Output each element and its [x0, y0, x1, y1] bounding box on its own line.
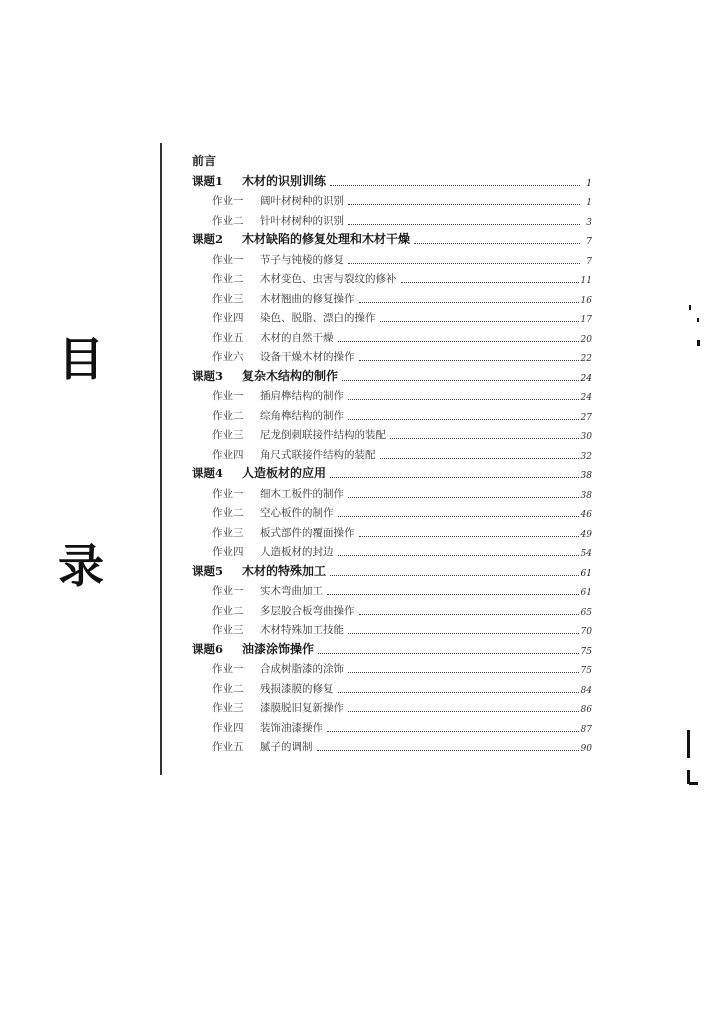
page-number: 1: [586, 198, 592, 208]
task-title: 细木工板件的制作: [260, 487, 344, 500]
dot-leader: [359, 359, 579, 361]
task-title: 综角榫结构的制作: [260, 409, 344, 422]
dot-leader: [359, 301, 579, 303]
task-title: 木材的自然干燥: [260, 331, 334, 344]
task-number: 作业一: [212, 253, 244, 266]
task-title: 合成树脂漆的涂饰: [260, 663, 344, 675]
task-number: 作业四: [212, 721, 244, 734]
page-number: 75: [580, 646, 592, 657]
margin-rule: [160, 143, 162, 775]
dot-leader: [348, 418, 579, 420]
page-number: 65: [580, 607, 592, 618]
page-number: 87: [580, 724, 592, 735]
page-number: 61: [580, 568, 592, 579]
dot-leader: [330, 574, 579, 576]
task-title: 装饰油漆操作: [260, 721, 323, 734]
topic-title: 木材的特殊加工: [242, 563, 327, 578]
topic-number: 课题4: [192, 466, 224, 480]
task-number: 作业六: [212, 351, 244, 363]
scan-speck: [689, 305, 691, 310]
task-entry[interactable]: [192, 267, 592, 287]
dot-leader: [348, 671, 579, 673]
page-number: 84: [580, 685, 592, 696]
side-title-char-1: 目: [58, 332, 104, 386]
task-title: 阔叶材树种的识别: [260, 195, 344, 207]
task-number: 作业一: [212, 390, 244, 402]
task-title: 插肩榫结构的制作: [260, 390, 344, 402]
topic-number: 课题1: [192, 173, 224, 188]
preface-entry[interactable]: [192, 147, 592, 169]
dot-leader: [330, 184, 580, 186]
task-title: 针叶材树种的识别: [260, 214, 344, 227]
task-number: 作业一: [212, 195, 244, 207]
task-title: 实木弯曲加工: [260, 585, 323, 597]
task-entry[interactable]: [192, 306, 592, 326]
topic-title: 木材缺陷的修复处理和木材干燥: [242, 232, 411, 246]
task-number: 作业一: [212, 663, 244, 675]
page-number: 46: [580, 510, 592, 520]
task-number: 作业三: [212, 702, 244, 714]
task-entry[interactable]: [192, 696, 592, 716]
task-number: 作业三: [212, 526, 244, 539]
task-title: 木材特殊加工技能: [260, 624, 344, 636]
task-number: 作业四: [212, 448, 244, 461]
task-number: 作业五: [212, 331, 244, 344]
page-number: 38: [580, 490, 592, 501]
task-entry[interactable]: [192, 403, 592, 423]
topic-title: 油漆涂饰操作: [242, 641, 315, 656]
task-title: 板式部件的覆面操作: [260, 526, 355, 539]
page-number: 7: [586, 256, 592, 267]
task-entry[interactable]: [192, 345, 592, 365]
task-entry[interactable]: [192, 735, 592, 755]
task-entry[interactable]: [192, 286, 592, 306]
task-entry[interactable]: [192, 501, 592, 521]
scan-speck: [697, 318, 699, 322]
task-number: 作业三: [212, 292, 244, 305]
topic-entry[interactable]: [192, 169, 592, 189]
task-entry[interactable]: [192, 657, 592, 677]
page-number: 22: [580, 354, 592, 364]
topic-number: 课题2: [192, 232, 224, 246]
task-number: 作业五: [212, 741, 244, 753]
task-number: 作业二: [212, 273, 244, 285]
dot-leader: [338, 340, 579, 342]
task-number: 作业二: [212, 604, 244, 617]
task-title: 木材变色、虫害与裂纹的修补: [260, 273, 397, 285]
task-entry[interactable]: [192, 579, 592, 599]
page-number: 24: [580, 393, 592, 403]
task-number: 作业一: [212, 585, 244, 597]
dot-leader: [348, 398, 579, 400]
dot-leader: [330, 476, 579, 478]
dot-leader: [414, 242, 580, 244]
dot-leader: [380, 457, 579, 459]
task-entry[interactable]: [192, 618, 592, 638]
topic-title: 人造板材的应用: [242, 466, 327, 480]
dot-leader: [348, 203, 580, 205]
page-number: 38: [580, 471, 592, 481]
task-entry[interactable]: [192, 208, 592, 228]
dot-leader: [348, 632, 579, 634]
page-number: 30: [580, 432, 592, 442]
topic-entry[interactable]: [192, 559, 592, 579]
task-entry[interactable]: [192, 481, 592, 501]
task-title: 人造板材的封边: [260, 546, 334, 558]
topic-number: 课题3: [192, 368, 224, 383]
topic-title: 复杂木结构的制作: [242, 368, 339, 383]
task-title: 残损漆膜的修复: [260, 682, 334, 695]
dot-leader: [348, 223, 580, 225]
page-number: 70: [580, 627, 592, 637]
page-number: 1: [586, 178, 592, 189]
task-title: 角尺式联接件结构的装配: [260, 448, 376, 461]
task-entry[interactable]: [192, 325, 592, 345]
task-title: 节子与钝棱的修复: [260, 253, 344, 266]
dot-leader: [359, 613, 579, 615]
task-entry[interactable]: [192, 442, 592, 462]
task-entry[interactable]: [192, 384, 592, 404]
page-number: 3: [586, 217, 592, 228]
task-number: 作业三: [212, 624, 244, 636]
page-number: 32: [580, 451, 592, 462]
page-number: 24: [580, 373, 592, 384]
page-number: 86: [580, 705, 592, 715]
task-title: 空心板件的制作: [260, 507, 334, 519]
dot-leader: [327, 730, 579, 732]
task-number: 作业一: [212, 487, 244, 500]
task-title: 腻子的调制: [260, 741, 313, 753]
dot-leader: [359, 535, 579, 537]
task-title: 漆膜脱旧复新操作: [260, 702, 344, 714]
table-of-contents: [192, 147, 592, 754]
dot-leader: [317, 749, 579, 751]
task-number: 作业二: [212, 682, 244, 695]
dot-leader: [380, 320, 579, 322]
topic-entry[interactable]: [192, 228, 592, 248]
dot-leader: [401, 281, 579, 283]
page-number: 75: [580, 666, 592, 676]
scan-speck: [689, 782, 698, 785]
dot-leader: [342, 379, 579, 381]
task-number: 作业四: [212, 546, 244, 558]
task-entry[interactable]: [192, 598, 592, 618]
task-number: 作业二: [212, 409, 244, 422]
side-title-char-2: 录: [58, 539, 104, 593]
task-number: 作业四: [212, 312, 244, 324]
topic-entry[interactable]: [192, 637, 592, 657]
dot-leader: [338, 554, 579, 556]
scan-speck: [697, 340, 700, 346]
task-entry[interactable]: [192, 423, 592, 443]
page-number: 20: [580, 334, 592, 345]
task-entry[interactable]: [192, 520, 592, 540]
task-title: 多层胶合板弯曲操作: [260, 604, 355, 617]
dot-leader: [327, 593, 579, 595]
task-entry[interactable]: [192, 189, 592, 209]
task-number: 作业三: [212, 429, 244, 441]
task-number: 作业二: [212, 214, 244, 227]
topic-title: 木材的识别训练: [242, 173, 327, 188]
page-number: 17: [580, 315, 592, 325]
dot-leader: [338, 515, 579, 517]
topic-number: 课题6: [192, 641, 224, 656]
dot-leader: [318, 652, 579, 654]
page-number: 11: [580, 276, 592, 286]
page-number: 16: [580, 295, 592, 306]
topic-entry[interactable]: [192, 462, 592, 482]
task-entry[interactable]: [192, 715, 592, 735]
page-number: 27: [580, 412, 592, 423]
task-title: 设备干燥木材的操作: [260, 351, 355, 363]
task-entry[interactable]: [192, 540, 592, 560]
task-title: 尼龙倒刺联接件结构的装配: [260, 429, 386, 441]
page-number: 54: [580, 549, 592, 559]
dot-leader: [348, 262, 580, 264]
task-title: 木材翘曲的修复操作: [260, 292, 355, 305]
preface-label: 前言: [192, 154, 217, 168]
dot-leader: [348, 496, 579, 498]
scan-speck: [687, 730, 690, 758]
page-number: 90: [580, 744, 592, 754]
task-title: 染色、脱脂、漂白的操作: [260, 312, 376, 324]
page-number: 49: [580, 529, 592, 540]
page-number: 7: [586, 237, 592, 247]
topic-entry[interactable]: [192, 364, 592, 384]
dot-leader: [390, 437, 579, 439]
dot-leader: [338, 691, 579, 693]
task-entry[interactable]: [192, 676, 592, 696]
topic-number: 课题5: [192, 563, 224, 578]
task-entry[interactable]: [192, 247, 592, 267]
dot-leader: [348, 710, 579, 712]
page-number: 61: [580, 588, 592, 598]
task-number: 作业二: [212, 507, 244, 519]
